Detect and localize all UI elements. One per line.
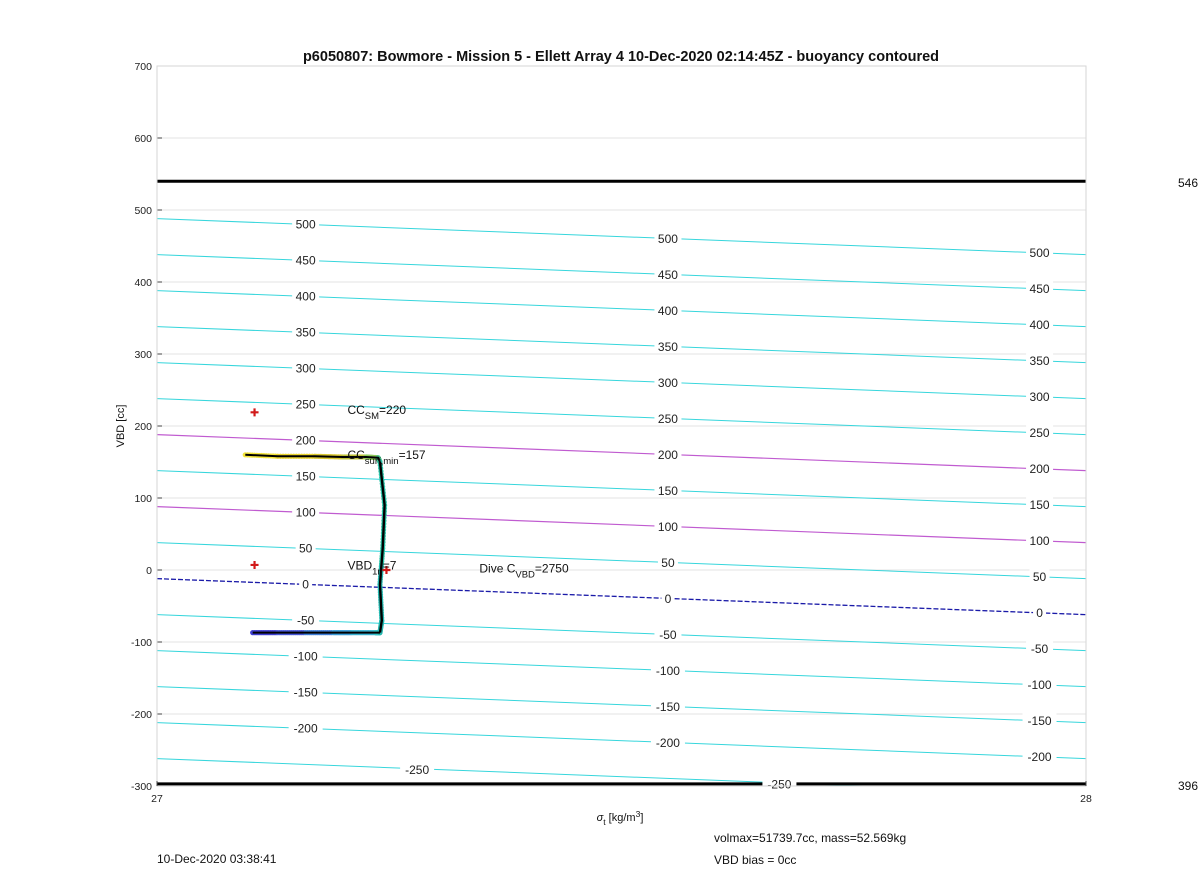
y-tick-label: 200 — [134, 421, 152, 433]
contour-label: 100 — [657, 519, 678, 534]
contour-label: -50 — [1030, 642, 1049, 657]
contour-label: -100 — [1027, 678, 1052, 693]
contour-label: 100 — [295, 505, 316, 520]
y-tick-label: 500 — [134, 205, 152, 217]
contour-label: 200 — [295, 433, 316, 448]
contour-label: 250 — [295, 397, 316, 412]
contour-label: 150 — [295, 469, 316, 484]
vbd-min-label: 396 — [1177, 778, 1198, 793]
contour-label: 150 — [1029, 498, 1050, 513]
contour-label: 250 — [657, 411, 678, 426]
annotation-dive-c: Dive $C_{VBD}=2750$ — [479, 561, 569, 581]
contour-label: 450 — [657, 267, 678, 282]
contour-label: 300 — [295, 361, 316, 376]
contour-label: 300 — [1029, 390, 1050, 405]
contour-label: 450 — [1029, 282, 1050, 297]
contour-label: -150 — [655, 699, 680, 714]
y-tick-label: 100 — [134, 493, 152, 505]
annotation-vbd-1n: $VBD_{1n}=7$ — [347, 558, 397, 578]
contour-label: -200 — [655, 735, 680, 750]
annotation-cc-surf: $CC_{surf,min}=157$ — [347, 447, 426, 467]
contour-label: 250 — [1029, 426, 1050, 441]
contour-label: -100 — [293, 649, 318, 664]
y-tick-label: 700 — [134, 61, 152, 73]
annotation-cc-sm: $CC_{SM}=220$ — [347, 403, 407, 423]
contour-label: 400 — [295, 289, 316, 304]
contour-label: 500 — [295, 217, 316, 232]
y-tick-label: 300 — [134, 349, 152, 361]
contour-label: 0 — [1036, 606, 1043, 621]
contour-label: 500 — [1029, 246, 1050, 261]
y-tick-label: 600 — [134, 133, 152, 145]
y-tick-labels — [131, 61, 152, 793]
vbd-max-label: 546 — [1177, 176, 1198, 191]
x-tick-label: 27 — [151, 793, 163, 805]
x-tick-label: 28 — [1080, 793, 1092, 805]
y-tick-label: -100 — [130, 637, 152, 649]
contour-label: 500 — [657, 231, 678, 246]
y-axis-label: VBD [cc] — [115, 404, 127, 448]
contour-label: 150 — [657, 483, 678, 498]
contour-label: 350 — [295, 325, 316, 340]
contour-label: 450 — [295, 253, 316, 268]
contour-label: -200 — [1027, 750, 1052, 765]
y-tick-label: 400 — [134, 277, 152, 289]
contour-label: -100 — [655, 663, 680, 678]
contour-label: 400 — [1029, 318, 1050, 333]
contour-label: 100 — [1029, 534, 1050, 549]
y-tick-label: -200 — [130, 709, 152, 721]
contour-label: -50 — [296, 613, 315, 628]
contour-label: 350 — [1029, 354, 1050, 369]
contour-label: -250 — [405, 763, 430, 778]
contour-label: -200 — [293, 721, 318, 736]
contour-label: 0 — [302, 577, 309, 592]
contour-label: 50 — [298, 541, 313, 556]
contour-label: 200 — [657, 447, 678, 462]
contour-label: 300 — [657, 375, 678, 390]
x-axis-label: $\sigma_t$ $[kg/m^3]$ — [596, 809, 644, 827]
contour-label: 50 — [661, 555, 675, 570]
contour-label: -250 — [767, 777, 792, 792]
contour-label: -50 — [659, 627, 677, 642]
contour-label: 0 — [664, 591, 672, 606]
contour-label: 200 — [1029, 462, 1050, 477]
contour-label: -150 — [1027, 714, 1052, 729]
contour-label: 350 — [657, 339, 678, 354]
contour-label: -150 — [293, 685, 318, 700]
chart-title: p6050807: Bowmore - Mission 5 - Ellett Array 4 10-Dec-2020 02:14:45Z - buoyancy contoured — [302, 49, 940, 65]
vbd-bias-note: VBD bias = 0cc — [714, 853, 797, 867]
y-tick-label: -300 — [130, 781, 152, 793]
contour-label: 400 — [657, 303, 678, 318]
contour-label: 50 — [1032, 570, 1047, 585]
print-timestamp: 10-Dec-2020 03:38:41 — [157, 852, 277, 866]
y-tick-label: 0 — [146, 565, 152, 577]
volmax-mass-note: volmax=51739.7cc, mass=52.569kg — [714, 831, 907, 845]
